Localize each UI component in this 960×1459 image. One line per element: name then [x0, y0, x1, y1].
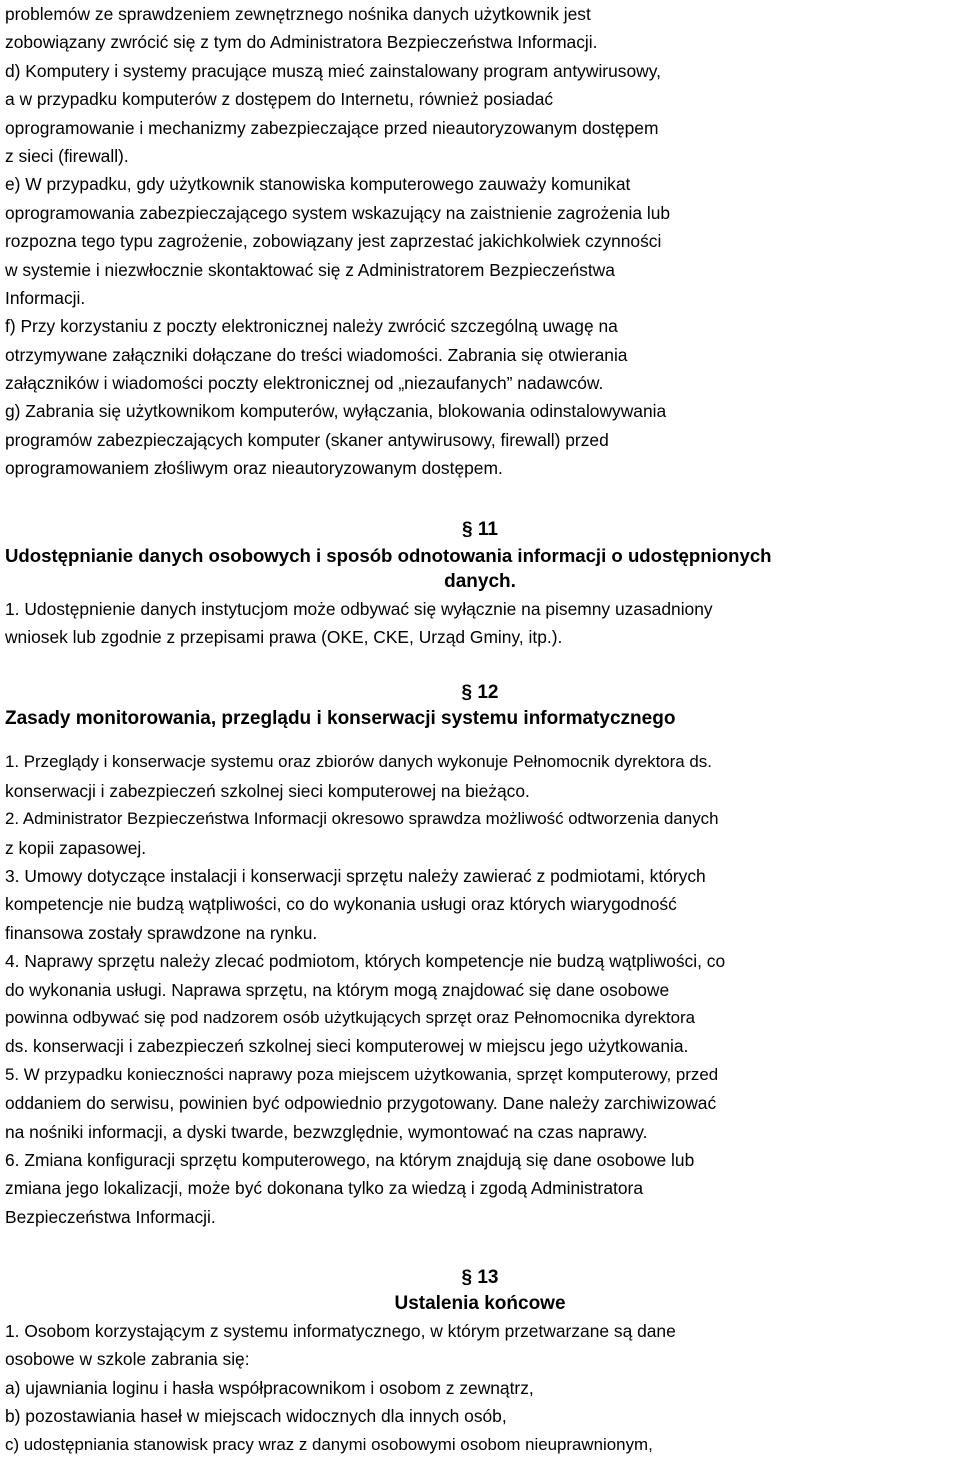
section-title: Zasady monitorowania, przeglądu i konserwacji systemu informatycznego [5, 708, 676, 730]
section-13 [5, 1265, 955, 1459]
text-line: f) Przy korzystaniu z poczty elektronicznej należy zwrócić szczególną uwagę na [5, 316, 618, 337]
text-line: na nośniki informacji, a dyski twarde, bezwzględnie, wymontować na czas naprawy. [5, 1121, 648, 1142]
text-line: rozpozna tego typu zagrożenie, zobowiązany jest zaprzestać jakichkolwiek czynności [5, 231, 662, 252]
text-line: z sieci (firewall). [5, 145, 129, 166]
text-line: c) udostępniania stanowisk pracy wraz z danymi osobowymi osobom nieuprawnionym, [5, 1434, 653, 1454]
section-title: danych. [444, 570, 516, 592]
section-11 [5, 517, 955, 652]
text-line: powinna odbywać się pod nadzorem osób użytkujących sprzęt oraz Pełnomocnika dyrektora [5, 1007, 696, 1027]
section-gap [5, 483, 955, 517]
text-line: zmiana jego lokalizacji, może być dokonana tylko za wiedzą i zgodą Administratora [5, 1178, 643, 1199]
text-line: kompetencje nie budzą wątpliwości, co do wykonania usługi oraz których wiarygodność [5, 894, 677, 915]
text-line: 5. W przypadku konieczności naprawy poza miejscem użytkowania, sprzęt komputerowy, przed [5, 1064, 719, 1084]
text-line: finansowa zostały sprawdzone na rynku. [5, 922, 318, 943]
text-line: b) pozostawiania haseł w miejscach widocznych dla innych osób, [5, 1406, 507, 1427]
text-line: wniosek lub zgodnie z przepisami prawa (OKE, CKE, Urząd Gminy, itp.). [5, 627, 563, 648]
text-line: załączników i wiadomości poczty elektronicznej od „niezaufanych” nadawców. [5, 373, 604, 394]
text-line: a) ujawniania loginu i hasła współpracownikom i osobom z zewnątrz, [5, 1377, 534, 1398]
section-gap [5, 1231, 955, 1265]
text-line: do wykonania usługi. Naprawa sprzętu, na którym mogą znajdować się dane osobowe [5, 979, 670, 1000]
text-line: 4. Naprawy sprzętu należy zlecać podmiotom, których kompetencje nie budzą wątpliwości, co [5, 951, 726, 972]
text-line: oddaniem do serwisu, powinien być odpowiednio przygotowany. Dane należy zarchiwizować [5, 1093, 717, 1114]
text-line: programów zabezpieczających komputer (skaner antywirusowy, firewall) przed [5, 429, 609, 450]
text-line: oprogramowania zabezpieczającego system wskazujący na zaistnienie zagrożenia lub [5, 202, 671, 223]
text-line: 6. Zmiana konfiguracji sprzętu komputerowego, na którym znajdują się dane osobowe lub [5, 1149, 695, 1170]
text-line: z kopii zapasowej. [5, 837, 147, 858]
section-number: § 12 [461, 682, 499, 704]
section-title: Udostępnianie danych osobowych i sposób odnotowania informacji o udostępnionych [5, 544, 772, 566]
text-line: problemów ze sprawdzeniem zewnętrznego nośnika danych użytkownik jest [5, 4, 591, 24]
section-gap [5, 732, 955, 748]
text-line: Informacji. [5, 287, 86, 308]
document-page [5, 0, 955, 1459]
text-line: g) Zabrania się użytkownikom komputerów, wyłączania, blokowania odinstalowywania [5, 401, 667, 422]
text-line: 2. Administrator Bezpieczeństwa Informacji okresowo sprawdza możliwość odtworzenia danych [5, 809, 719, 829]
text-line: oprogramowaniem złośliwym oraz nieautoryzowanym dostępem. [5, 458, 503, 479]
text-line: 1. Udostępnienie danych instytucjom może odbywać się wyłącznie na pisemny uzasadniony [5, 598, 713, 619]
text-line: oprogramowanie i mechanizmy zabezpieczające przed nieautoryzowanym dostępem [5, 117, 659, 138]
section-number: § 11 [462, 518, 498, 540]
text-line: 1. Przeglądy i konserwacje systemu oraz zbiorów danych wykonuje Pełnomocnik dyrektora ds. [5, 752, 712, 772]
text-line: zobowiązany zwrócić się z tym do Administratora Bezpieczeństwa Informacji. [5, 32, 598, 53]
section-12 [5, 680, 955, 1231]
text-line: 3. Umowy dotyczące instalacji i konserwacji sprzętu należy zawierać z podmiotami, których [5, 865, 706, 886]
section-title: Ustalenia końcowe [394, 1293, 566, 1315]
text-line: e) W przypadku, gdy użytkownik stanowiska komputerowego zauważy komunikat [5, 174, 631, 195]
section-gap [5, 651, 955, 680]
text-line: osobowe w szkole zabrania się: [5, 1349, 250, 1370]
text-line: konserwacji i zabezpieczeń szkolnej sieci komputerowej na bieżąco. [5, 780, 530, 801]
text-line: d) Komputery i systemy pracujące muszą mieć zainstalowany program antywirusowy, [5, 60, 661, 81]
text-line: a w przypadku komputerów z dostępem do Internetu, również posiadać [5, 89, 554, 110]
text-line: Bezpieczeństwa Informacji. [5, 1206, 216, 1227]
text-line: ds. konserwacji i zabezpieczeń szkolnej sieci komputerowej w miejscu jego użytkowania. [5, 1036, 689, 1057]
text-line: 1. Osobom korzystającym z systemu informatycznego, w którym przetwarzane są dane [5, 1321, 676, 1342]
text-line: w systemie i niezwłocznie skontaktować się z Administratorem Bezpieczeństwa [5, 259, 615, 280]
text-line: otrzymywane załączniki dołączane do treści wiadomości. Zabrania się otwierania [5, 344, 628, 365]
top-paragraphs [5, 0, 955, 483]
section-number: § 13 [461, 1267, 499, 1289]
